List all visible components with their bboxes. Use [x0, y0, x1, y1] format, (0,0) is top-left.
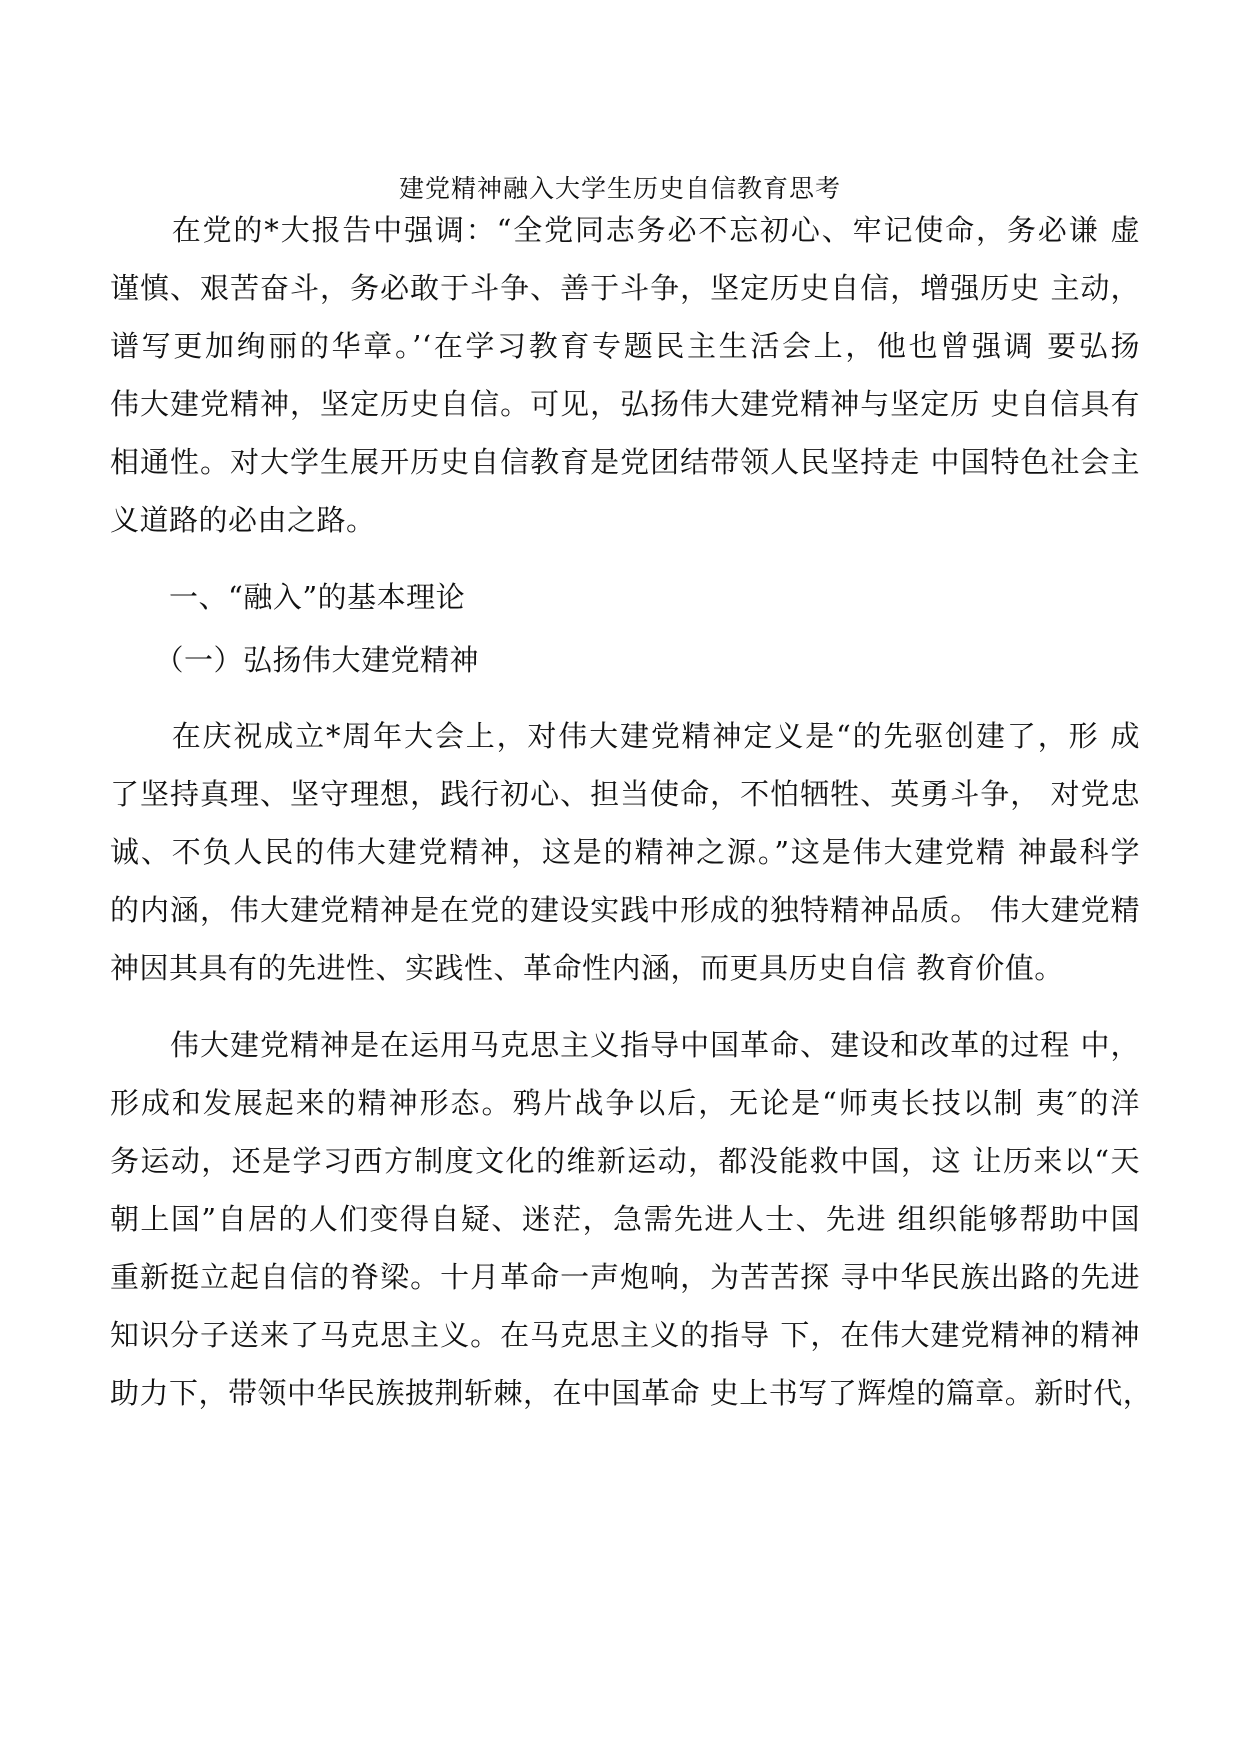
paragraph-line: 神因其具有的先进性、实践性、革命性内涵，而更具历史自信 教育价值。 — [110, 951, 1064, 985]
paragraph-line: 形成和发展起来的精神形态。鸦片战争以后，无论是“师夷长技以制 夷″的洋 — [110, 1086, 1140, 1120]
paragraph-line: 诚、不负人民的伟大建党精神，这是的精神之源。”这是伟大建党精 神最科学 — [110, 835, 1140, 869]
paragraph-line: 在庆祝成立*周年大会上，对伟大建党精神定义是“的先驱创建了，形 成 — [110, 719, 1140, 753]
paragraph-line: 谱写更加绚丽的华章。’‘在学习教育专题民主生活会上，他也曾强调 要弘扬 — [110, 329, 1140, 363]
paragraph-line: 知识分子送来了马克思主义。在马克思主义的指导 下，在伟大建党精神的精神 — [110, 1318, 1140, 1352]
paragraph-line: 务运动，还是学习西方制度文化的维新运动，都没能救中国，这 让历来以“天 — [110, 1144, 1140, 1178]
paragraph-line: 在党的*大报告中强调：“全党同志务必不忘初心、牢记使命，务必谦 虚 — [110, 213, 1140, 247]
paragraph-line: 重新挺立起自信的脊梁。十月革命一声炮响，为苦苦探 寻中华民族出路的先进 — [110, 1260, 1140, 1294]
section-heading: 一、“融入”的基本理论 — [110, 580, 466, 614]
paragraph-line: 义道路的必由之路。 — [110, 503, 376, 537]
document-title: 建党精神融入大学生历史自信教育思考 — [398, 174, 841, 203]
paragraph-line: 助力下，带领中华民族披荆斩棘，在中国革命 史上书写了辉煌的篇章。新时代， — [110, 1376, 1153, 1410]
subsection-heading: （一）弘扬伟大建党精神 — [110, 643, 480, 677]
paragraph-line: 相通性。对大学生展开历史自信教育是党团结带领人民坚持走 中国特色社会主 — [110, 445, 1140, 479]
paragraph-line: 朝上国”自居的人们变得自疑、迷茫，急需先进人士、先进 组织能够帮助中国 — [110, 1202, 1140, 1236]
paragraph-line: 的内涵，伟大建党精神是在党的建设实践中形成的独特精神品质。 伟大建党精 — [110, 893, 1140, 927]
paragraph-line: 伟大建党精神，坚定历史自信。可见，弘扬伟大建党精神与坚定历 史自信具有 — [110, 387, 1140, 421]
paragraph-line: 了坚持真理、坚守理想，践行初心、担当使命，不怕牺牲、英勇斗争， 对党忠 — [110, 777, 1140, 811]
paragraph-line: 伟大建党精神是在运用马克思主义指导中国革命、建设和改革的过程 中， — [110, 1028, 1140, 1062]
paragraph-line: 谨慎、艰苦奋斗，务必敢于斗争、善于斗争，坚定历史自信，增强历史 主动， — [110, 271, 1140, 305]
